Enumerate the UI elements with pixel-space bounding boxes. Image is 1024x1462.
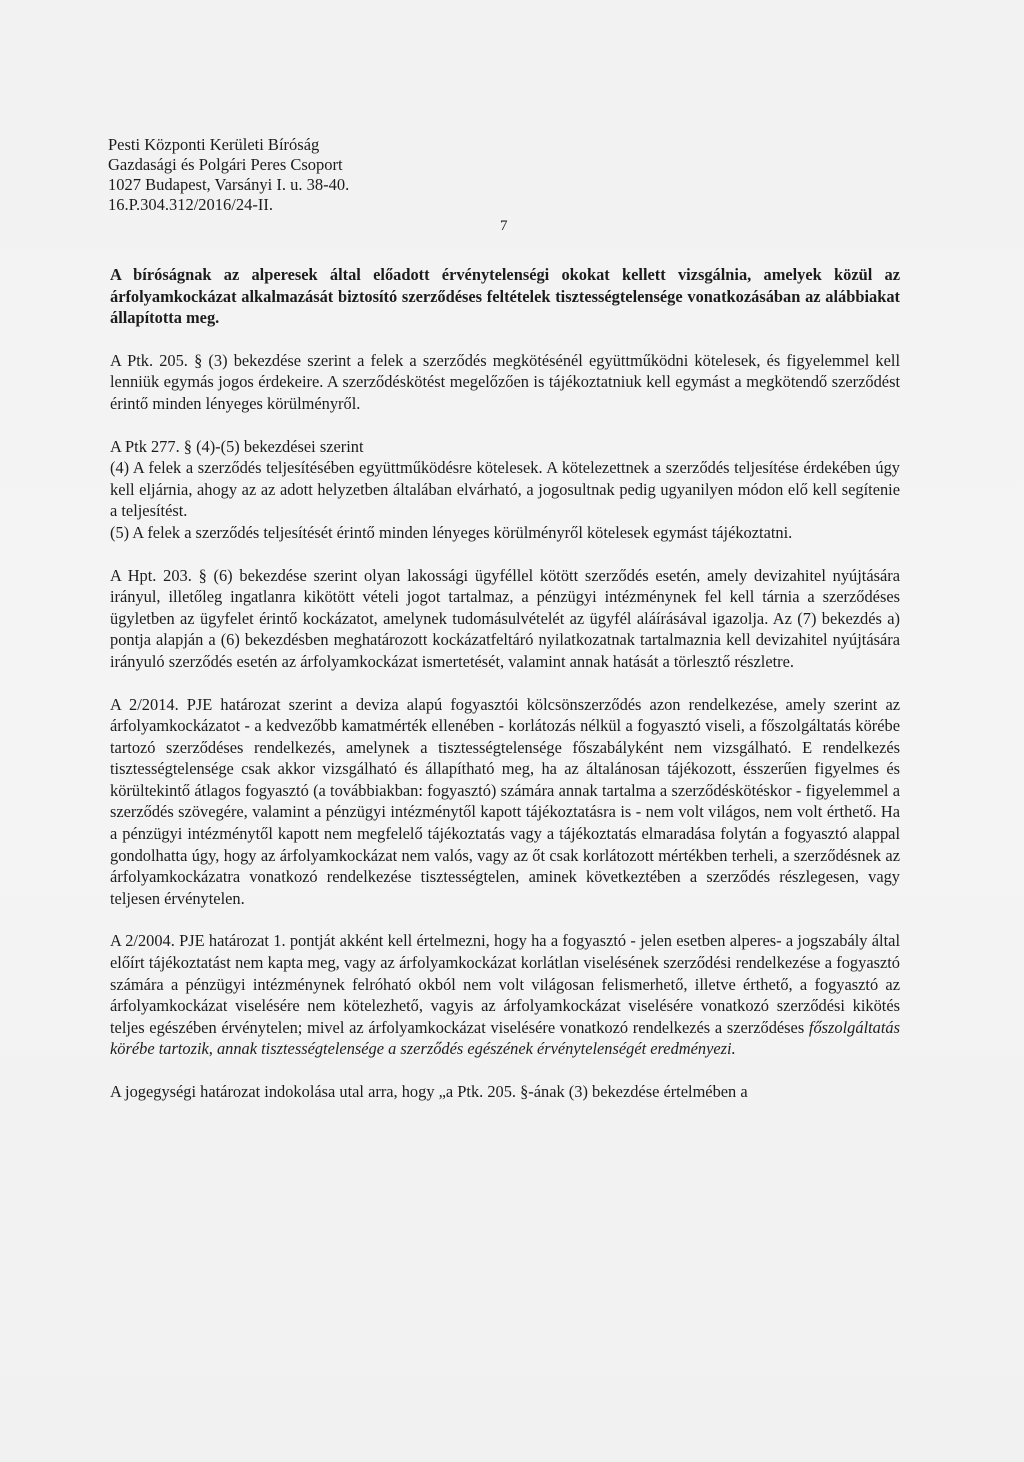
paragraph-pje-2-2004 <box>110 930 900 1060</box>
court-address: 1027 Budapest, Varsányi I. u. 38-40. <box>108 175 350 194</box>
paragraph-intro: A bíróságnak az alperesek által előadott érvénytelenségi okokat kellett vizsgálnia, amelyek közül az árfolyamkockázat alkalmazását biztosító szerződéses feltételek tisztességtelensége vonatkozásában az alábbiakat állapította meg. <box>110 265 900 328</box>
paragraph-ptk-205: A Ptk. 205. § (3) bekezdése szerint a felek a szerződés megkötésénél együttműködni kötelesek, és figyelemmel kell lenniük egymás jogos érdekeire. A szerződéskötést megelőzően is tájékoztatniuk kell egymást a megkötendő szerződést érintő minden lényeges körülményről. <box>110 350 900 413</box>
case-number: 16.P.304.312/2016/24-II. <box>108 195 273 214</box>
page-number: 7 <box>500 218 508 234</box>
court-header <box>108 135 608 215</box>
paragraph-jogegysegi: A jogegységi határozat indokolása utal arra, hogy „a Ptk. 205. §-ának (3) bekezdése értelmében a <box>110 1082 748 1101</box>
ptk-277-section-4: (4) A felek a szerződés teljesítésében együttműködésre kötelesek. A kötelezettnek a szerződés teljesítése érdekében úgy kell eljárnia, ahogy az az adott helyzetben általában elvárható, a jogosultnak pedig ugyanilyen módon elő kell segítenie a teljesítést. <box>110 458 900 521</box>
court-name: Pesti Központi Kerületi Bíróság <box>108 135 320 154</box>
document-body <box>110 264 900 1103</box>
pje-2-2004-italic-text: főszolgáltatás körébe tartozik, annak tisztességtelensége a szerződés egészének érvénytelenségét eredményezi. <box>110 1017 900 1059</box>
paragraph-hpt-203: A Hpt. 203. § (6) bekezdése szerint olyan lakossági ügyféllel kötött szerződés esetén, amely devizahitel nyújtására irányul, illetőleg ingatlanra kikötött vételi jogot tartalmaz, a pénzügyi intézménynek fel kell tárnia a szerződéses ügyletben az ügyfelet érintő kockázatot, amelynek tudomásulvételét az ügyfél aláírásával igazolja. Az (7) bekezdés a) pontja alapján a (6) bekezdésben meghatározott kockázatfeltáró nyilatkozatnak tartalmaznia kell devizahitel nyújtására irányuló szerződés esetén az árfolyamkockázat ismertetését, valamint annak hatását a törlesztő részletre. <box>110 565 900 671</box>
pje-2-2004-text: A 2/2004. PJE határozat 1. pontját akként kell értelmezni, hogy ha a fogyasztó - jelen esetben alperes- a jogszabály által előírt tájékoztatást nem kapta meg, vagy az árfolyamkockázat korlátlan viselésének szerződési rendelkezése a fogyasztó számára a pénzügyi intézménynek felróható okból nem volt világosan felismerhető, illetve érthető, a fogyasztó az árfolyamkockázat viselésére nem kötelezhető, vagyis az árfolyamkockázat viselésére vonatkozó szerződési kikötés teljes egészében érvénytelen; mivel az árfolyamkockázat viselésére vonatkozó rendelkezés a szerződéses <box>110 931 900 1037</box>
ptk-277-intro: A Ptk 277. § (4)-(5) bekezdései szerint <box>110 436 364 456</box>
court-division: Gazdasági és Polgári Peres Csoport <box>108 155 343 174</box>
ptk-277-section-5: (5) A felek a szerződés teljesítését érintő minden lényeges körülményről kötelesek egymást tájékoztatni. <box>110 522 793 542</box>
paragraph-ptk-277 <box>110 436 900 544</box>
paragraph-pje-2-2014: A 2/2014. PJE határozat szerint a deviza alapú fogyasztói kölcsönszerződés azon rendelkezése, amely szerint az árfolyamkockázatot - a kedvezőbb kamatmérték ellenében - korlátozás nélkül a fogyasztó viseli, a főszolgáltatás körébe tartozó szerződéses rendelkezés, amelynek a tisztességtelensége főszabályként nem vizsgálható. E rendelkezés tisztességtelensége csak akkor vizsgálható és állapítható meg, ha az általánosan tájékozott, ésszerűen figyelmes és körültekintő átlagos fogyasztó (a továbbiakban: fogyasztó) számára annak tartalma a szerződéskötéskor - figyelemmel a szerződés szövegére, valamint a pénzügyi intézménytől kapott tájékoztatásra is - nem volt világos, nem volt érthető. Ha a pénzügyi intézménytől kapott nem megfelelő tájékoztatás vagy a tájékoztatás elmaradása folytán a fogyasztó alappal gondolhatta úgy, hogy az árfolyamkockázat nem valós, vagy az őt csak korlátozott mértékben terheli, a szerződésnek az árfolyamkockázatra vonatkozó rendelkezése tisztességtelen, aminek következtében a szerződés részlegesen, vagy teljesen érvénytelen. <box>110 694 900 908</box>
